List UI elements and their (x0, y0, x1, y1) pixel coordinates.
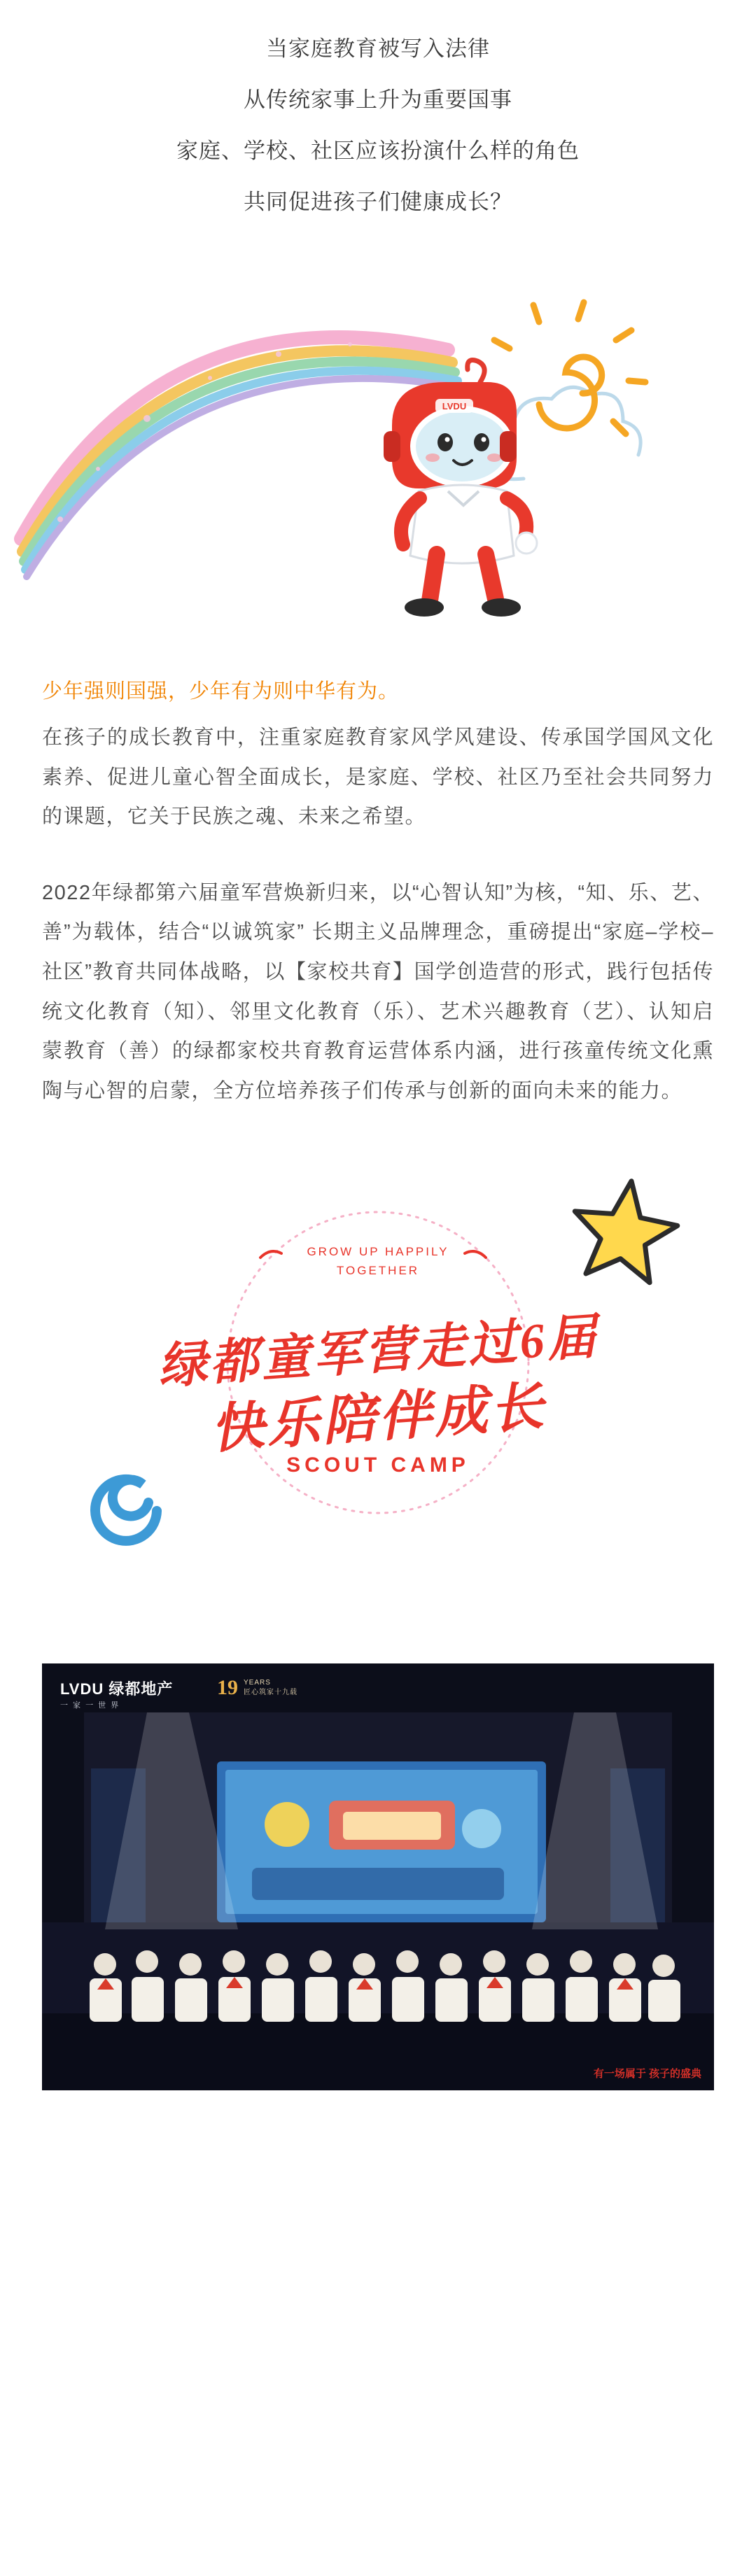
scout-camp-logo (0, 1153, 756, 1642)
anniversary-number: 19 (217, 1676, 238, 1700)
logo-chinese-line2: 快乐陪伴成长 (209, 1377, 548, 1460)
headline-line-3: 家庭、学校、社区应该扮演什么样的角色 (176, 138, 580, 163)
article-body (0, 672, 756, 1111)
brand-subtitle: 一 家 一 世 界 (60, 1701, 120, 1710)
paragraph-2: 2022年绿都第六届童军营焕新归来，以“心智认知”为核，“知、乐、艺、善”为载体，结合“以诚筑家” 长期主义品牌理念，重磅提出“家庭–学校–社区”教育共同体战略，以【家校共育】国学创造营的形式，践行包括传统文化教育（知）、邻里文化教育（乐）、艺术兴趣教育（艺）、认知启蒙教育（善）的绿都家校共育教育运营体系内涵，进行孩童传统文化熏陶与心智的启蒙，全方位培养孩子们传承与创新的面向未来的能力。 (42, 881, 714, 1102)
anniversary-line2: 匠心筑家十九载 (244, 1689, 298, 1697)
anniversary-line1: YEARS (244, 1679, 271, 1687)
logo-chinese-line1: 绿都童军营走过6届 (156, 1310, 601, 1395)
headline-block (0, 0, 756, 218)
svg-text:LVDU: LVDU (442, 400, 467, 411)
logo-en-top-line1: GROW UP HAPPILY (307, 1245, 449, 1259)
logo-english-top (0, 1242, 756, 1280)
headline-line-4: 共同促进孩子们健康成长？ (244, 189, 512, 214)
photo-brand-logo (60, 1677, 173, 1710)
logo-english-bottom: SCOUT CAMP (286, 1454, 470, 1477)
brand-name: LVDU 绿都地产 (60, 1680, 174, 1698)
anniversary-badge (217, 1676, 298, 1700)
hero-illustration (0, 238, 756, 672)
lead-sentence: 少年强则国强，少年有为则中华有为。 (42, 680, 400, 703)
logo-en-top-line2: TOGETHER (336, 1264, 420, 1278)
photo-corner-caption: 有一场属于 孩子的盛典 (593, 2067, 701, 2080)
headline-line-2: 从传统家事上升为重要国事 (244, 87, 512, 112)
headline-line-1: 当家庭教育被写入法律 (266, 36, 490, 61)
paragraph-1: 在孩子的成长教育中，注重家庭教育家风学风建设、传承国学国风文化素养、促进儿童心智全面成长，是家庭、学校、社区乃至社会共同努力的课题，它关于民族之魂、未来之希望。 (42, 726, 714, 829)
event-photo (42, 1663, 714, 2090)
